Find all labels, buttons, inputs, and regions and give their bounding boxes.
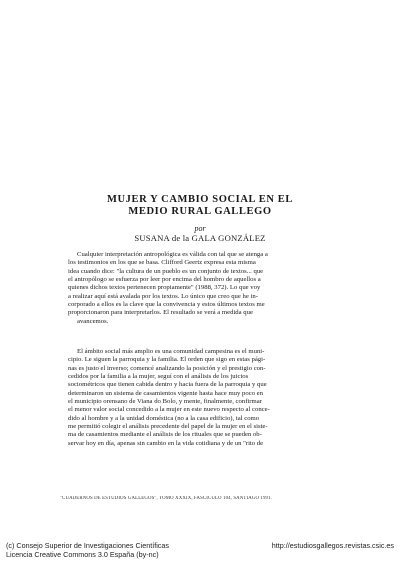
journal-reference: "CUADERNOS DE ESTUDIOS GALLEGOS", TOMO XXXIX, FASCÍCULO 104, SANTIAGO 1991. <box>60 496 272 501</box>
paragraph-1-line: el antropólogo se esfuerza por leer por encima del hombro de aquellos a <box>68 276 261 284</box>
paragraph-2-line: nas es justo el inverso; comencé analizando la posición y el prestigio con- <box>68 364 266 372</box>
paragraph-2-line: cedidos por la familia a la mujer, seguí con el análisis de los juicios <box>68 373 249 381</box>
paragraph-2-line: El ámbito social más amplio es una comunidad campesina es el muni- <box>77 348 265 355</box>
license-notice <box>6 541 226 559</box>
paragraph-2-line: ma de casamientos mediante el análisis de los rituales que se pueden ob- <box>68 431 262 439</box>
paragraph-1 <box>68 251 343 326</box>
paragraph-1-line: corporado a ellos es la clave que la convivencia y estos últimos textos me <box>68 301 265 309</box>
author-name: SUSANA de la GALA GONZÁLEZ <box>134 233 266 243</box>
article-title-line-1: MUJER Y CAMBIO SOCIAL EN EL <box>106 194 294 205</box>
paragraph-1-line: quienes dichos textos pertenecen propiamente" (1988, 372). Lo que voy <box>68 284 261 292</box>
paragraph-1-line: los testimonios en los que se basa. Clifford Geertz expresa esta misma <box>68 259 256 267</box>
paragraph-2-line: sociométricos que tienen cabida dentro y hacia fuera de la parroquia y que <box>68 381 267 389</box>
paragraph-2-line: dido al hombre y a la unidad doméstica (no a la casa edificio), tal como <box>68 414 260 422</box>
paragraph-1-line: proporcionaron para interpretarlos. El resultado se verá a medida que <box>68 309 253 317</box>
paragraph-2-line: servar hoy en día, apenas sin cambio en la vida cotidiana y de un "rito de <box>68 439 264 447</box>
article-title <box>60 194 340 218</box>
paragraph-2-line: me permitió colegir el análisis precedente del papel de la mujer en el siste- <box>68 423 268 431</box>
license-terms: Licencia Creative Commons 3.0 España (by-nc) <box>6 550 159 559</box>
paragraph-2-line: cipio. Le siguen la parroquia y la familia. El orden que sigo en estas pági- <box>68 356 266 364</box>
paragraph-1-line: avancemos. <box>77 317 109 325</box>
paragraph-2-line: el municipio orensano de Viana do Bolo, y mente, finalmente, confirmar <box>68 398 262 406</box>
paragraph-2 <box>68 348 343 448</box>
paragraph-1-line: idea cuando dice: "la cultura de un pueblo es un conjunto de textos... que <box>68 267 264 275</box>
article-title-line-2: MEDIO RURAL GALLEGO <box>128 206 272 217</box>
journal-url-link[interactable]: http://estudiosgallegos.revistas.csic.es <box>271 541 394 550</box>
license-copyright: (c) Consejo Superior de Investigaciones Científicas <box>6 541 169 550</box>
byline-por: por <box>194 224 206 233</box>
paragraph-2-line: determinaron un sistema de casamientos vigente hasta hace muy poco en <box>68 389 263 397</box>
paragraph-2-line: el menor valor social concedido a la mujer en este nuevo respecto al conce- <box>68 406 270 414</box>
paragraph-1-line: a realizar aquí está avalada por los textos. Lo único que creo que he in- <box>68 292 258 300</box>
paragraph-1-line: Cualquier interpretación antropológica es válida con tal que se atenga a <box>77 251 268 258</box>
